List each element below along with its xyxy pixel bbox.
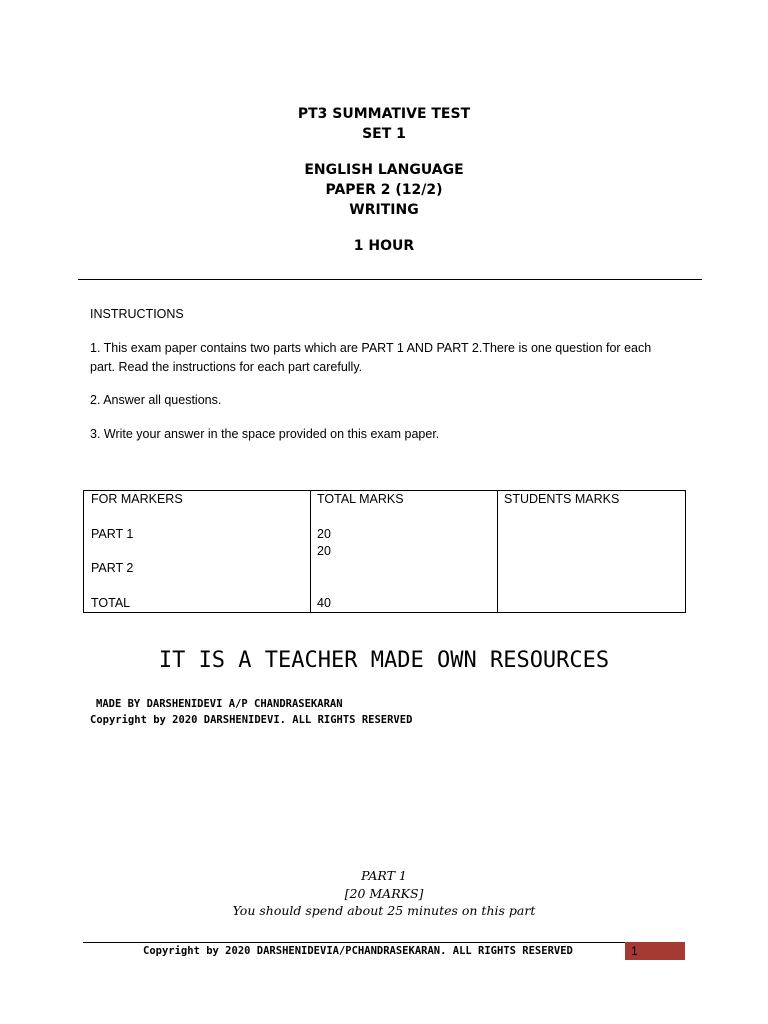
exam-subject: ENGLISH LANGUAGE	[304, 162, 464, 178]
part-1-marks: 20	[317, 527, 331, 541]
exam-title: PT3 SUMMATIVE TEST	[297, 106, 471, 122]
instruction-item-3: 3. Write your answer in the space provided on this exam paper.	[90, 427, 440, 441]
marks-table	[83, 490, 686, 613]
copyright-credit: Copyright by 2020 DARSHENIDEVI. ALL RIGHTS RESERVED	[90, 714, 413, 726]
exam-paper: PAPER 2 (12/2)	[325, 182, 443, 198]
exam-duration: 1 HOUR	[353, 238, 415, 254]
markers-column	[84, 491, 310, 612]
total-label: TOTAL	[91, 596, 131, 610]
footer-divider	[83, 942, 685, 943]
part-marks: [20 MARKS]	[344, 886, 424, 901]
part-2-marks: 20	[317, 544, 331, 558]
instruction-item-1-line-1: 1. This exam paper contains two parts which are PART 1 AND PART 2.There is one question for each	[90, 341, 652, 355]
title-divider	[78, 279, 702, 280]
total-marks: 40	[317, 596, 331, 610]
instructions-heading: INSTRUCTIONS	[90, 307, 184, 321]
footer-copyright: Copyright by 2020 DARSHENIDEVIA/PCHANDRASEKARAN. ALL RIGHTS RESERVED	[143, 945, 573, 957]
table-header-total-marks: TOTAL MARKS	[317, 492, 404, 506]
resource-notice: IT IS A TEACHER MADE OWN RESOURCES	[158, 648, 610, 673]
exam-component: WRITING	[349, 202, 419, 218]
part-1-label: PART 1	[91, 527, 134, 541]
made-by-credit: MADE BY DARSHENIDEVI A/P CHANDRASEKARAN	[96, 698, 343, 710]
page-number-badge: 1	[625, 942, 685, 960]
instruction-item-1-line-2: part. Read the instructions for each part carefully.	[90, 360, 363, 374]
instruction-item-2: 2. Answer all questions.	[90, 393, 222, 407]
part-time-note: You should spend about 25 minutes on this part	[232, 903, 536, 918]
table-header-students-marks: STUDENTS MARKS	[504, 492, 620, 506]
table-header-for-markers: FOR MARKERS	[91, 492, 183, 506]
part-2-label: PART 2	[91, 561, 134, 575]
students-marks-column	[497, 491, 685, 612]
part-title: PART 1	[361, 868, 407, 883]
exam-set: SET 1	[362, 126, 406, 142]
total-marks-column	[310, 491, 497, 612]
